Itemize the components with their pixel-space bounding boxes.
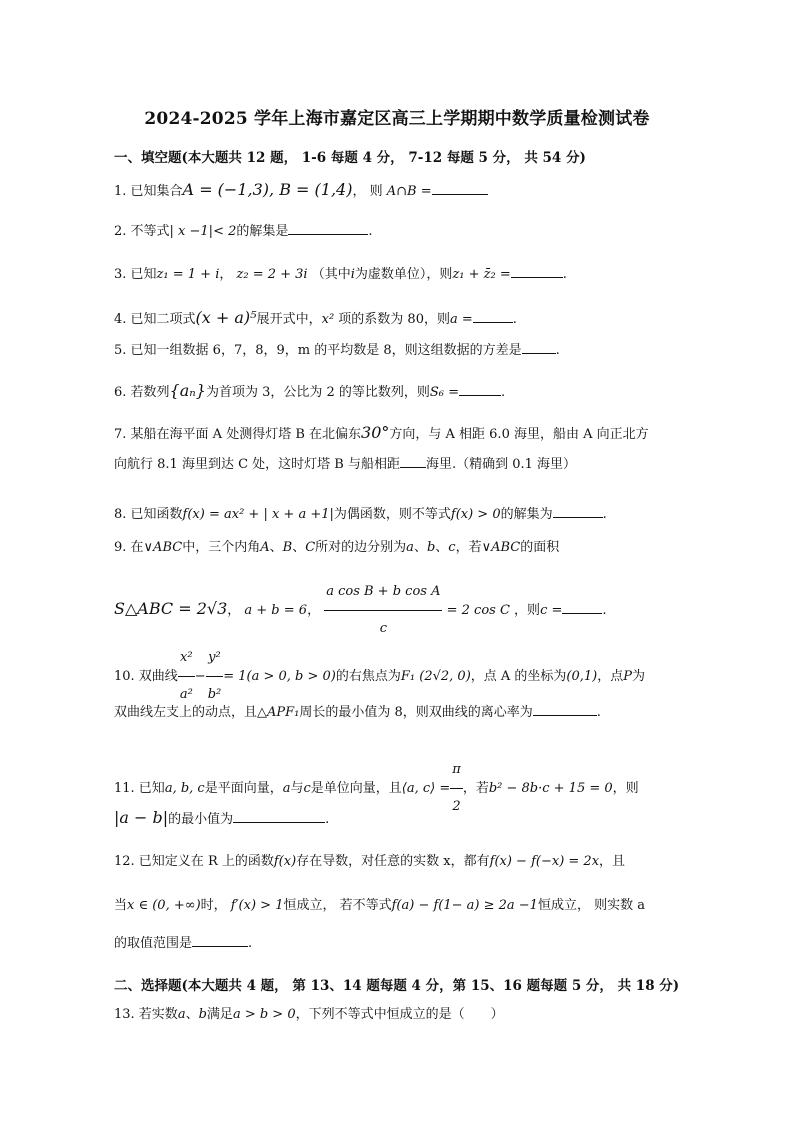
question-11: 11. 已知a, b, c是平面向量，a与c是单位向量，且⟨a, c⟩ = $\frac{\pi}{2}$ ，若b² − 8b·c + 15 = 0，则: [114, 752, 684, 825]
section-fill-in: 一、填空题(本大题共 12 题， 1-6 每题 4 分， 7-12 每题 5 分， 共 54 分): [114, 150, 586, 166]
question-9: 9. 在∨ABC中，三个内角A、B、C所对的边分别为a、b、c，若∨ABC的面积: [114, 540, 560, 555]
answer-blank: [473, 310, 513, 323]
question-5: 5. 已知一组数据 6，7，8，9，m 的平均数是 8，则这组数据的方差是 .: [114, 343, 560, 358]
question-10-line-2: 双曲线左支上的动点，且△APF₁周长的最小值为 8，则双曲线的离心率为 .: [114, 705, 601, 720]
answer-blank: [459, 383, 501, 396]
question-12: 12. 已知定义在 R 上的函数f(x)存在导数，对任意的实数 x，都有f(x) − f(−x) = 2x，且: [114, 854, 626, 869]
question-13: 13. 若实数a、b满足a > b > 0，下列不等式中恒成立的是（ ）: [114, 1007, 504, 1022]
question-4: 4. 已知二项式(x + a)⁵展开式中，x² 项的系数为 80，则a = .: [114, 308, 517, 327]
question-8: 8. 已知函数f(x) = ax² + | x + a +1|为偶函数，则不等式f(x) > 0的解集为 .: [114, 507, 607, 522]
answer-blank: [511, 265, 563, 278]
answer-blank: [288, 222, 368, 235]
question-1: 1. 已知集合A = (−1,3), B = (1,4)， 则 A∩B =: [114, 180, 684, 202]
question-7: 7. 某船在海平面 A 处测得灯塔 B 在北偏东30°方向，与 A 相距 6.0 海里，船由 A 向正北方: [114, 423, 649, 442]
question-10: 10. 双曲线 $\frac{\text{x²}}{\text{a²}}$ − $\frac{\text{y²}}{\text{b²}}$ = 1(a > 0, b > 0)的右焦点为F₁ (2√2, 0)，点 A 的坐标为(0,1)，点P为: [114, 640, 684, 713]
question-12-line-2: 当x ∈ (0, +∞)时， f′(x) > 1恒成立， 若不等式f(a) − f(1− a) ≥ 2a −1恒成立， 则实数 a: [114, 898, 645, 913]
question-9-line-2: S△ABC = 2√3， a + b = 6， $\frac{\text{a cos B + b cos A}}{c}$ = 2 cos C ，则c = .: [114, 574, 684, 647]
answer-blank: [192, 934, 248, 947]
answer-blank: [233, 810, 325, 823]
section-multiple-choice: 二、选择题(本大题共 4 题， 第 13、14 题每题 4 分，第 15、16 题每题 5 分， 共 18 分): [114, 978, 680, 994]
answer-blank: [400, 455, 426, 468]
answer-blank: [522, 341, 556, 354]
exam-title: 2024-2025 学年上海市嘉定区高三上学期期中数学质量检测试卷: [144, 109, 650, 129]
answer-blank: [562, 601, 602, 614]
answer-blank: [533, 703, 597, 716]
answer-blank: [432, 182, 488, 195]
question-11-line-2: |a − b|的最小值为 .: [114, 808, 330, 827]
question-7-line-2: 向航行 8.1 海里到达 C 处，这时灯塔 B 与船相距 海里.（精确到 0.1 海里）: [114, 457, 577, 472]
question-3: 3. 已知z₁ = 1 + i， z₂ = 2 + 3i （其中i为虚数单位），则z₁ + z̄₂ = .: [114, 267, 567, 282]
answer-blank: [553, 505, 603, 518]
question-6: 6. 若数列{aₙ}为首项为 3，公比为 2 的等比数列，则S₆ = .: [114, 381, 506, 400]
question-12-line-3: 的取值范围是 .: [114, 936, 253, 951]
question-2: 2. 不等式| x −1|< 2的解集是 .: [114, 224, 373, 239]
